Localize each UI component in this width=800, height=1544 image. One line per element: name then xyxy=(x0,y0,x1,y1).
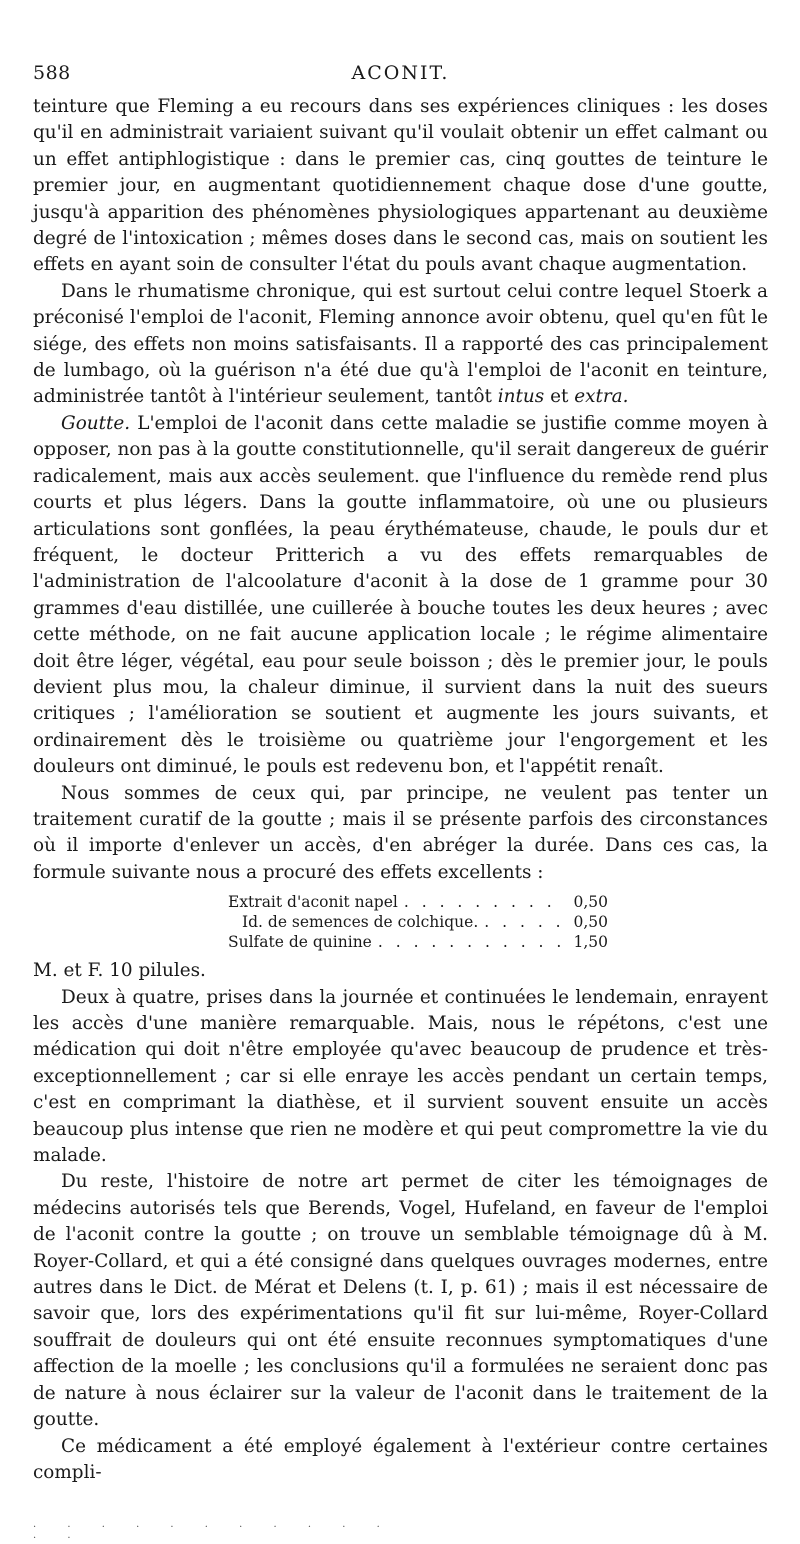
formula-item: Sulfate de quinine xyxy=(228,933,372,952)
term-intus: intus xyxy=(497,386,545,408)
running-title: ACONIT. xyxy=(351,62,450,84)
page-header xyxy=(33,62,768,88)
paragraph-rhumatisme-text: Dans le rhumatisme chronique, qui est surtout celui contre lequel Stoerk a préconisé l'emploi de l'aconit, Fleming annonce avoir obtenu, quel qu'en fût le siége, des effets non moins satisfaisants. Il a rapporté des cas principalement de lumbago, où la guérison n'a été due qu'à l'emploi de l'aconit en teinture, administrée tantôt à l'intérieur seulement, tantôt xyxy=(33,280,768,408)
scan-artifact-dots: · · · · · · · · · · · · · xyxy=(33,1522,394,1544)
term-extra: extra. xyxy=(574,386,629,408)
body-text xyxy=(33,94,768,1486)
paragraph-temoignages: Du reste, l'histoire de notre art permet de citer les témoignages de médecins autorisés tels que Berends, Vogel, Hufeland, en faveur de l'emploi de l'aconit contre la goutte ; on trouve un semblable témoignage dû à M. Royer-Collard, et qui a été consigné dans quelques ouvrages modernes, entre autres dans le Dict. de Mérat et Delens (t. I, p. 61) ; mais il est nécessaire de savoir que, lors des expérimentations qu'il fit sur lui-même, Royer-Collard souffrait de douleurs qui ont été ensuite reconnues symptomatiques d'une affection de la moelle ; les conclusions qu'il a formulées ne seraient donc pas de nature à nous éclairer sur la valeur de l'aconit dans le traitement de la goutte. xyxy=(33,1171,768,1431)
paragraph-traitement: Nous sommes de ceux qui, par principe, ne veulent pas tenter un traitement curatif de la goutte ; mais il se présente parfois des circonstances où il importe d'enlever un accès, d'en abréger la durée. Dans ces cas, la formule suivante nous a procuré des effets excellents : xyxy=(33,782,768,883)
paragraph-posologie: Deux à quatre, prises dans la journée et continuées le lendemain, enrayent les accès d'une manière remarquable. Mais, nous le répétons, c'est une médication qui doit n'être employée qu'avec beaucoup de prudence et très-exceptionnellement ; car si elle enraye les accès pendant un certain temps, c'est en comprimant la diathèse, et il survient souvent ensuite un accès beaucoup plus intense que rien ne modère et qui peut compromettre la vie du malade. xyxy=(33,986,768,1167)
paragraph-goutte-text: L'emploi de l'aconit dans cette maladie se justifie comme moyen à opposer, non pas à la goutte constitutionnelle, qu'il serait dangereux de guérir radicalement, mais aux accès seulement. que l'influence du remède rend plus courts et plus légers. Dans la goutte inflammatoire, où une ou plusieurs articulations sont gonflées, la peau érythémateuse, chaude, le pouls dur et fréquent, le docteur Pritterich a vu des effets remarquables de l'administration de l'alcoolature d'aconit à la dose de 1 gramme pour 30 grammes d'eau distillée, une cuillerée à bouche toutes les deux heures ; avec cette méthode, on ne fait aucune application locale ; le régime alimentaire doit être léger, végétal, eau pour seule boisson ; dès le premier jour, le pouls devient plus mou, la chaleur diminue, il survient dans la nuit des sueurs critiques ; l'amélioration se soutient et augmente les jours suivants, et ordinairement dès le troisième ou quatrième jour l'engorgement et les douleurs ont diminué, le pouls est redevenu bon, et l'appétit renaît. xyxy=(33,412,768,778)
formula-dose: 0,50 xyxy=(573,913,608,932)
section-lead-goutte: Goutte. xyxy=(61,412,131,434)
formula-row xyxy=(228,912,608,932)
leader-dots xyxy=(404,892,560,912)
formula-dose: 1,50 xyxy=(573,933,608,952)
paragraph-goutte xyxy=(33,411,768,781)
leader-dots xyxy=(484,912,560,932)
paragraph-exterieur: Ce médicament a été employé également à l'extérieur contre certaines compli- xyxy=(33,1435,768,1483)
formula-item: Id. de semences de colchique. xyxy=(242,913,479,932)
paragraph-rhumatisme xyxy=(33,279,768,411)
prescription-line: M. et F. 10 pilules. xyxy=(33,960,206,982)
formula-row xyxy=(228,932,608,952)
conjunction-et: et xyxy=(550,386,569,408)
formula-table xyxy=(228,892,608,952)
paragraph-fleming-doses: teinture que Fleming a eu recours dans ses expériences cliniques : les doses qu'il en administrait variaient suivant qu'il voulait obtenir un effet calmant ou un effet antiphlogistique : dans le premier cas, cinq gouttes de teinture le premier jour, en augmentant quotidiennement chaque dose d'une goutte, jusqu'à apparition des phénomènes physiologiques appartenant au deuxième degré de l'intoxication ; mêmes doses dans le second cas, mais on soutient les effets en ayant soin de consulter l'état du pouls avant chaque augmentation. xyxy=(33,96,768,276)
formula-dose: 0,50 xyxy=(573,893,608,912)
formula-row xyxy=(228,892,608,912)
book-page xyxy=(33,0,768,1544)
leader-dots xyxy=(378,932,560,952)
page-number: 588 xyxy=(33,62,71,84)
formula-item: Extrait d'aconit napel xyxy=(228,893,398,912)
